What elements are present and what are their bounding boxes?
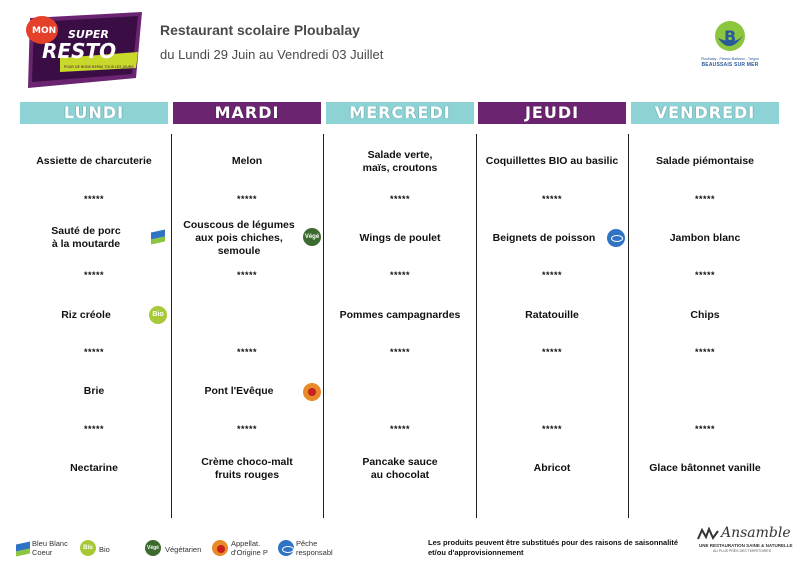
menu-lundi-side: Riz créole xyxy=(61,309,111,321)
peche-responsable-icon xyxy=(607,229,625,247)
menu-jeudi-main: Beignets de poisson xyxy=(492,232,596,244)
menu-jeudi-side: Ratatouille xyxy=(525,309,579,321)
menu-jeudi-starter: Coquillettes BIO au basilic xyxy=(485,155,619,167)
separator: ***** xyxy=(236,270,257,280)
svg-text:B: B xyxy=(724,27,737,46)
separator: ***** xyxy=(694,270,715,280)
separator: ***** xyxy=(83,347,104,357)
substitution-note: Les produits peuvent être substitués pour des raisons de saisonnalité et/ou d'approvisionnement xyxy=(428,538,679,557)
page-title: Restaurant scolaire Ploubalay xyxy=(160,22,360,38)
column-divider xyxy=(628,134,629,518)
day-header-jeudi: JEUDI xyxy=(478,102,626,124)
bio-icon: Bio xyxy=(149,306,167,324)
separator: ***** xyxy=(541,347,562,357)
menu-mardi-main: Couscous de légumes aux pois chiches, semoule xyxy=(183,219,295,257)
vegetarian-icon: Végé xyxy=(303,228,321,246)
separator: ***** xyxy=(83,194,104,204)
menu-lundi-starter: Assiette de charcuterie xyxy=(36,155,152,167)
ansamble-subline: AU PLUS PRÈS DES TERRITOIRES xyxy=(713,549,772,553)
town-tagline: Ploubalay - Plessix-Balisson - Trégon xyxy=(701,57,759,61)
legend-bio-label: Bio xyxy=(99,545,110,554)
day-header-vendredi: VENDREDI xyxy=(631,102,779,124)
separator: ***** xyxy=(83,424,104,434)
day-header-lundi: LUNDI xyxy=(20,102,168,124)
menu-lundi-dessert: Nectarine xyxy=(70,462,118,474)
town-name: BEAUSSAIS SUR MER xyxy=(701,62,759,68)
separator: ***** xyxy=(694,194,715,204)
separator: ***** xyxy=(389,194,410,204)
separator: ***** xyxy=(541,194,562,204)
logo-word-super: SUPER xyxy=(68,28,109,41)
day-header-mercredi: MERCREDI xyxy=(326,102,474,124)
menu-mercredi-side: Pommes campagnardes xyxy=(339,309,461,321)
separator: ***** xyxy=(694,424,715,434)
menu-mercredi-starter: Salade verte, maïs, croutons xyxy=(362,149,438,174)
logo-word-mon: MON xyxy=(32,26,57,36)
menu-vendredi-side: Chips xyxy=(690,309,720,321)
logo-tagline: POUR DE BONS REPAS TOUS LES JOURS xyxy=(64,65,134,69)
menu-vendredi-starter: Salade piémontaise xyxy=(655,155,755,167)
separator: ***** xyxy=(236,194,257,204)
day-header-mardi: MARDI xyxy=(173,102,321,124)
legend-aop-label: Appellat. d'Origine P xyxy=(231,539,268,557)
legend-vegetarian-icon: Végé xyxy=(145,540,161,556)
separator: ***** xyxy=(541,270,562,280)
column-divider xyxy=(476,134,477,518)
page-subtitle: du Lundi 29 Juin au Vendredi 03 Juillet xyxy=(160,47,384,62)
legend-bio-icon: Bio xyxy=(80,540,96,556)
separator: ***** xyxy=(389,270,410,280)
separator: ***** xyxy=(389,424,410,434)
menu-mardi-starter: Melon xyxy=(231,155,263,167)
menu-lundi-main: Sauté de porc à la moutarde xyxy=(51,225,121,250)
column-divider xyxy=(323,134,324,518)
legend-aop-icon xyxy=(212,540,228,556)
aop-icon xyxy=(303,383,321,401)
separator: ***** xyxy=(541,424,562,434)
menu-lundi-cheese: Brie xyxy=(83,385,105,397)
ansamble-mark-icon xyxy=(697,527,719,541)
menu-mercredi-dessert: Pancake sauce au chocolat xyxy=(362,456,438,481)
legend-peche-icon xyxy=(278,540,294,556)
separator: ***** xyxy=(694,347,715,357)
legend-bleu-blanc-coeur-icon xyxy=(14,540,28,554)
menu-vendredi-dessert: Glace bâtonnet vanille xyxy=(649,462,761,474)
menu-mardi-cheese: Pont l'Evêque xyxy=(204,385,274,397)
legend-bleu-blanc-coeur-label: Bleu Blanc Coeur xyxy=(32,539,68,557)
menu-jeudi-dessert: Abricot xyxy=(533,462,571,474)
logo-word-resto: RESTO xyxy=(42,39,117,63)
ansamble-brand: Ansamble xyxy=(721,525,791,541)
separator: ***** xyxy=(389,347,410,357)
separator: ***** xyxy=(236,424,257,434)
menu-mardi-dessert: Crème choco-malt fruits rouges xyxy=(201,456,293,481)
legend-vegetarian-label: Végétarien xyxy=(165,545,202,554)
town-logo xyxy=(700,16,760,72)
mon-super-resto-logo xyxy=(20,8,148,92)
column-divider xyxy=(171,134,172,518)
separator: ***** xyxy=(83,270,104,280)
ansamble-tagline: UNE RESTAURATION SAINE & NATURELLE xyxy=(699,543,793,548)
ansamble-logo xyxy=(697,525,793,553)
legend-peche-label: Pêche responsabl xyxy=(296,539,333,557)
menu-vendredi-main: Jambon blanc xyxy=(669,232,741,244)
menu-mercredi-main: Wings de poulet xyxy=(359,232,441,244)
separator: ***** xyxy=(236,347,257,357)
